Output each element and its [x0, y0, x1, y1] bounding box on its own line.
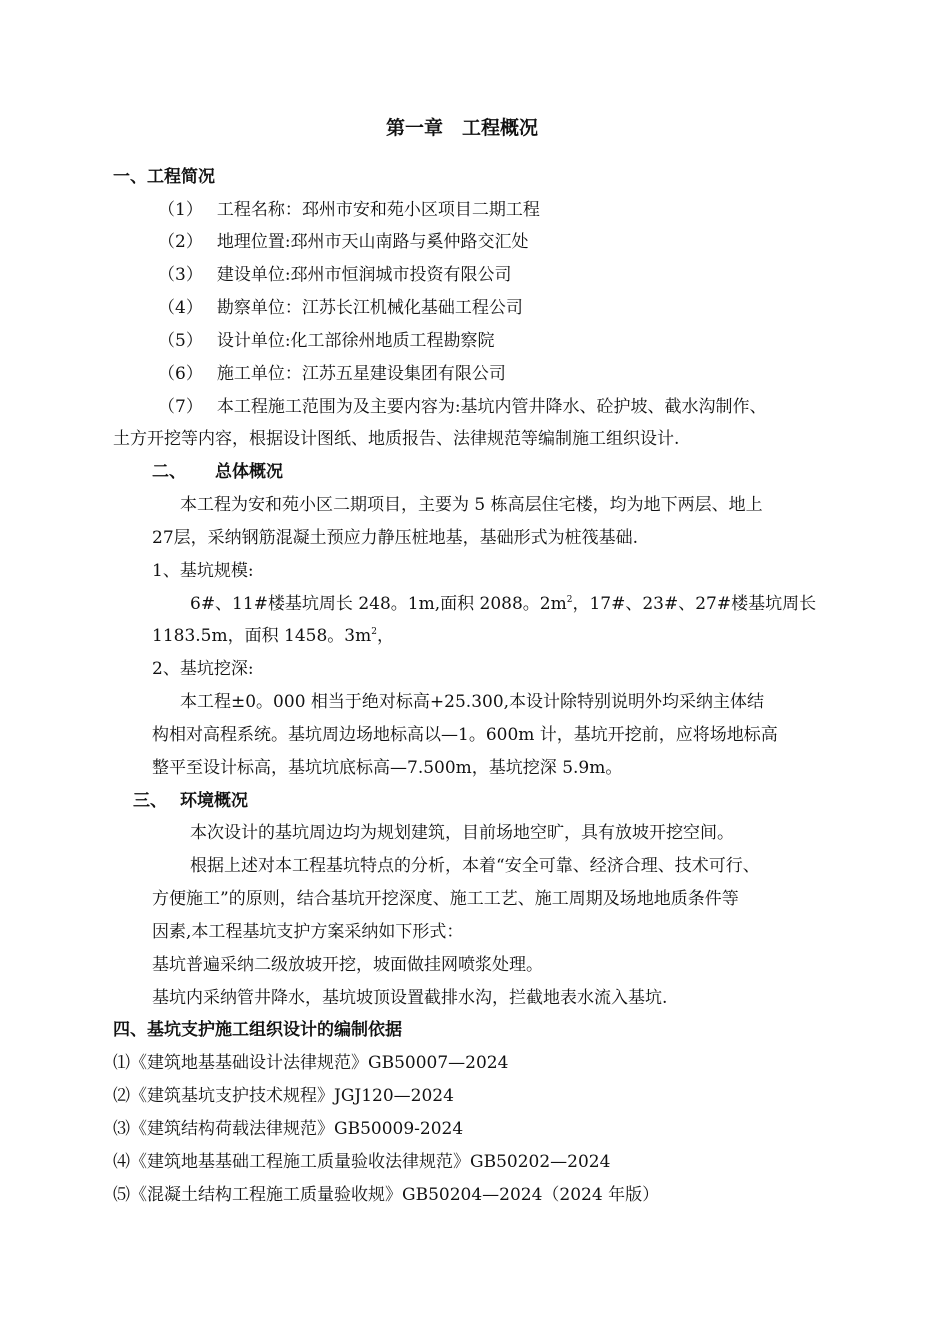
s2-sub1-line-2 [152, 625, 394, 650]
item-number: （7） [158, 397, 203, 417]
text-part: ， [376, 626, 394, 646]
s2-subheading-2: 2、基坑挖深: [152, 659, 254, 679]
section-3-heading: 环境概况 [180, 791, 248, 811]
item-text: 设计单位:化工部徐州地质工程勘察院 [216, 331, 495, 351]
s1-item-1 [158, 199, 540, 221]
superscript: 2 [566, 595, 573, 605]
item-text: 地理位置:邳州市天山南路与奚仲路交汇处 [216, 232, 529, 252]
s4-reference-3: ⑶《建筑结构荷载法律规范》GB50009-2024 [113, 1119, 464, 1139]
s3-line-5: 基坑普遍采纳二级放坡开挖，坡面做挂网喷浆处理。 [152, 955, 543, 975]
s1-item-3 [158, 264, 512, 286]
s1-item-2 [158, 231, 529, 253]
section-3-number: 三、 [133, 791, 167, 811]
item-text: 工程名称：邳州市安和苑小区项目二期工程 [216, 200, 540, 220]
s4-reference-4: ⑷《建筑地基基础工程施工质量验收法律规范》GB50202—2024 [113, 1152, 611, 1172]
s3-line-6: 基坑内采纳管井降水，基坑坡顶设置截排水沟，拦截地表水流入基坑. [152, 988, 668, 1008]
s1-item-7-continuation: 土方开挖等内容，根据设计图纸、地质报告、法律规范等编制施工组织设计. [113, 429, 680, 449]
item-text: 建设单位:邳州市恒润城市投资有限公司 [216, 265, 512, 285]
section-4-heading: 四、基坑支护施工组织设计的编制依据 [113, 1020, 402, 1040]
section-1-heading: 一、工程简况 [113, 167, 215, 187]
item-number: （5） [158, 331, 203, 351]
item-number: （3） [158, 265, 203, 285]
s1-item-7 [158, 396, 767, 418]
item-text: 本工程施工范围为及主要内容为:基坑内管井降水、砼护坡、截水沟制作、 [216, 397, 767, 417]
superscript: 2 [371, 627, 377, 637]
text-part: 6#、11#楼基坑周长 248。1m,面积 2088。2m [190, 594, 567, 614]
s2-paragraph-line-2: 27层，采纳钢筋混凝土预应力静压桩地基，基础形式为桩筏基础. [152, 528, 639, 548]
s4-reference-2: ⑵《建筑基坑支护技术规程》JGJ120—2024 [113, 1086, 454, 1106]
item-number: （6） [158, 364, 203, 384]
s2-sub2-line-3: 整平至设计标高，基坑坑底标高—7.500m，基坑挖深 5.9m。 [152, 758, 623, 778]
s2-paragraph-line-1: 本工程为安和苑小区二期项目，主要为 5 栋高层住宅楼，均为地下两层、地上 [180, 495, 763, 515]
chapter-title: 第一章 工程概况 [386, 117, 539, 139]
s1-item-4 [158, 297, 523, 319]
s2-sub2-line-2: 构相对高程系统。基坑周边场地标高以—1。600m 计，基坑开挖前，应将场地标高 [152, 725, 778, 745]
s3-line-4: 因素,本工程基坑支护方案采纳如下形式： [152, 922, 464, 942]
section-2-number: 二、 [152, 462, 186, 482]
section-2-heading: 总体概况 [215, 462, 283, 482]
s3-line-3: 方便施工”的原则，结合基坑开挖深度、施工工艺、施工周期及场地地质条件等 [152, 889, 739, 909]
s4-reference-5: ⑸《混凝土结构工程施工质量验收规》GB50204—2024（2024 年版） [113, 1185, 660, 1205]
item-text: 勘察单位：江苏长江机械化基础工程公司 [216, 298, 523, 318]
s2-subheading-1: 1、基坑规模: [152, 561, 254, 581]
item-number: （4） [158, 298, 203, 318]
s3-line-1: 本次设计的基坑周边均为规划建筑，目前场地空旷，具有放坡开挖空间。 [190, 823, 734, 843]
s1-item-5 [158, 330, 495, 352]
text-part: 1183.5m，面积 1458。3m [152, 626, 372, 646]
text-part: ，17#、23#、27#楼基坑周长 [572, 594, 817, 614]
item-text: 施工单位：江苏五星建设集团有限公司 [216, 364, 506, 384]
s4-reference-1: ⑴《建筑地基基础设计法律规范》GB50007—2024 [113, 1053, 509, 1073]
item-number: （1） [158, 200, 203, 220]
s2-sub2-line-1: 本工程±0。000 相当于绝对标高+25.300,本设计除特别说明外均采纳主体结 [180, 692, 765, 712]
s1-item-6 [158, 363, 506, 385]
item-number: （2） [158, 232, 203, 252]
s2-sub1-line-1 [190, 593, 816, 618]
s3-line-2: 根据上述对本工程基坑特点的分析，本着“安全可靠、经济合理、技术可行、 [190, 856, 760, 876]
